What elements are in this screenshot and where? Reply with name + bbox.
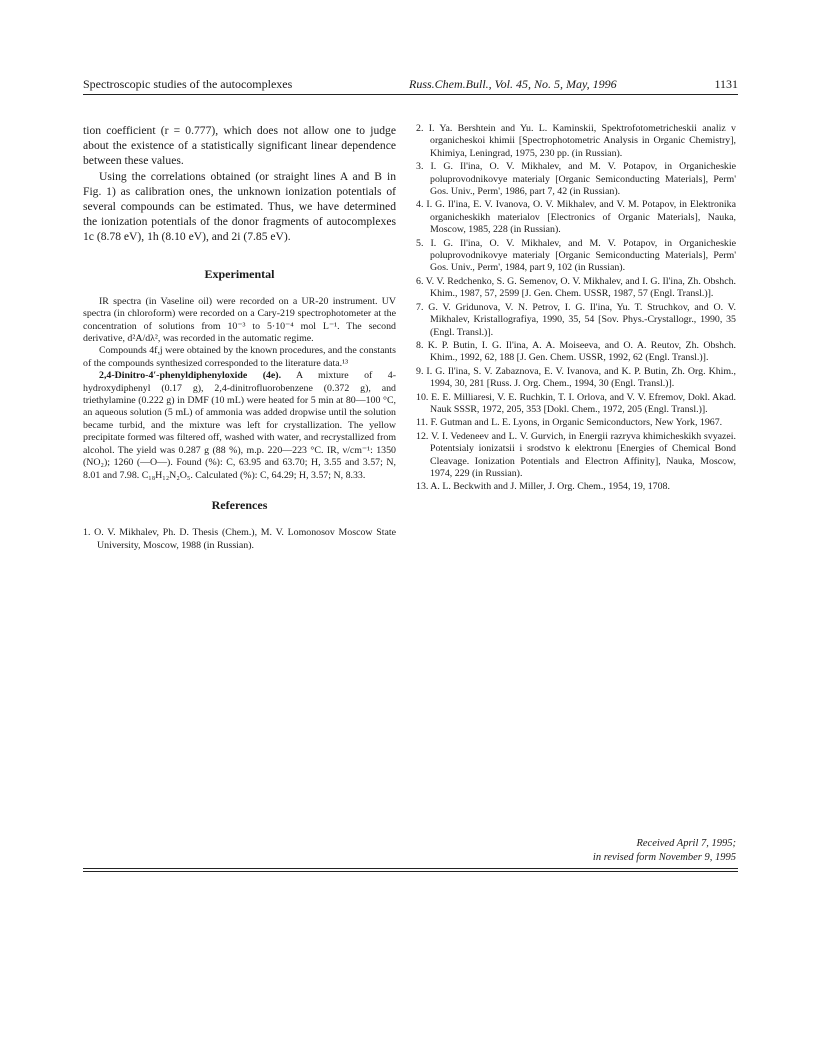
experimental-paragraph-1: IR spectra (in Vaseline oil) were recorded on a UR-20 instrument. UV spectra (in chloroform) were recorded on a Cary-219 spectrophotometer at the concentration of solutions from 10⁻³ to 5·10⁻⁴ mol L⁻¹. The second derivative, d²A/dλ², was recorded in the automatic regime. [83,295,396,345]
reference-item: 3. I. G. Il'ina, O. V. Mikhalev, and M. V. Potapov, in Organicheskie poluprovodnikovye materialy [Organic Semiconducting Materials], Perm' Gos. Univ., Perm', 1986, part 7, 42 (in Russian). [416,161,736,198]
reference-item: 13. A. L. Beckwith and J. Miller, J. Org. Chem., 1954, 19, 1708. [416,481,670,493]
page-number: 1131 [714,77,738,91]
running-head-title: Spectroscopic studies of the autocomplexes [83,77,293,91]
reference-item: 1. O. V. Mikhalev, Ph. D. Thesis (Chem.), M. V. Lomonosov Moscow State University, Moscow, 1988 (in Russian). [83,527,396,551]
reference-item: 10. E. E. Milliaresi, V. E. Ruchkin, T. I. Orlova, and V. V. Efremov, Dokl. Akad. Nauk SSSR, 1972, 205, 353 [Dokl. Chem., 1972, 205 (Engl. Transl.)]. [416,391,736,415]
reference-item: 4. I. G. Il'ina, E. V. Ivanova, O. V. Mikhalev, and V. M. Potapov, in Elektronika organicheskikh materialov [Electronics of Organic Materials], Nauka, Moscow, 1985, 228 (in Russian). [416,199,736,236]
left-column [83,123,396,552]
compound-title: 2,4-Dinitro-4′-phenyldiphenyloxide (4e). [99,370,282,382]
reference-item: 7. G. V. Gridunova, V. N. Petrov, I. G. Il'ina, Yu. T. Struchkov, and O. V. Mikhalev, Kristallografiya, 1990, 35, 54 [Sov. Phys.-Crystallogr., 1990, 35 (Engl. Transl.)]. [416,301,736,338]
body-paragraph-2: Using the correlations obtained (or straight lines A and B in Fig. 1) as calibration ones, the unknown ionization potentials of several compounds can be estimated. Thus, we have determined the ionization potentials of the donor fragments of autocomplexes 1c (8.78 eV), 1h (8.10 eV), and 2i (7.85 eV). [83,169,396,244]
reference-item: 5. I. G. Il'ina, O. V. Mikhalev, and M. V. Potapov, in Organicheskie poluprovodnikovye materialy [Organic Semiconducting Materials], Perm' Gos. Univ., Perm', 1984, part 9, 102 (in Russian). [416,237,736,274]
references-heading: References [211,497,268,512]
body-paragraph-1: tion coefficient (r = 0.777), which does not allow one to judge about the existence of a statistically significant linear dependence between these values. [83,124,396,168]
running-head-citation: Russ.Chem.Bull., Vol. 45, No. 5, May, 1996 [409,77,617,91]
experimental-heading: Experimental [204,266,275,281]
reference-item: 11. F. Gutman and L. E. Lyons, in Organic Semiconductors, New York, 1967. [416,417,723,429]
revised-date: in revised form November 9, 1995 [592,852,736,863]
reference-item: 2. I. Ya. Bershtein and Yu. L. Kaminskii, Spektrofotometricheskii analiz v organicheskoi khimii [Spectrophotometric Analysis in Organic Chemistry], Khimiya, Leningrad, 1975, 230 pp. (in Russian). [416,123,736,159]
reference-item: 12. V. I. Vedeneev and L. V. Gurvich, in Energii razryva khimicheskikh svyazei. Potentsialy ionizatsii i srodstvo k elektronu [Energies of Chemical Bond Cleavage. Ionization Potentials and Electron Affinity], Nauka, Moscow, 1974, 229 (in Russian). [416,430,736,479]
footer-rule-double [83,871,738,872]
reference-item: 8. K. P. Butin, I. G. Il'ina, A. A. Moiseeva, and O. A. Reutov, Zh. Obshch. Khim., 1992, 62, 188 [J. Gen. Chem. USSR, 1992, 62 (Engl. Transl.)]. [416,339,736,364]
footer-rule [83,868,738,869]
reference-item: 9. I. G. Il'ina, S. V. Zabaznova, E. V. Ivanova, and K. P. Butin, Zh. Org. Khim., 1994, 30, 281 [Russ. J. Org. Chem., 1994, 30 (Engl. Transl.)]. [416,365,736,390]
reference-item: 6. V. V. Redchenko, S. G. Semenov, O. V. Mikhalev, and I. G. Il'ina, Zh. Obshch. Khim., 1987, 57, 2599 [J. Gen. Chem. USSR, 1987, 57 (Engl. Transl.)]. [416,275,736,300]
experimental-paragraph-3 [83,370,396,482]
compound-procedure: A mixture of 4-hydroxydiphenyl (0.17 g), 2,4-dinitrofluorobenzene (0.372 g), and triethylamine (0.222 g) in DMF (10 mL) were heated for 5 min at 80—100 °C, an aqueous solution (5 mL) of ammonia was added dropwise until the solution became turbid, and the mixture was left for crystallization. The yellow precipitate formed was filtered off, washed with water, and recrystallized from alcohol. The yield was 0.287 g (88 %), m.p. 220—223 °C. IR, ν/cm⁻¹: 1350 (NO₂); 1260 (—O—). Found (%): C, 63.95 and 63.70; H, 3.55 and 3.57; N, 8.01 and 7.98. C₁₈H₁₂N₂O₅. Calculated (%): C, 64.29; H, 3.57; N, 8.33. [83,370,396,481]
running-head [83,76,738,92]
right-column [416,123,736,495]
received-dates [593,837,736,865]
header-rule [83,94,738,95]
experimental-paragraph-2: Compounds 4f,j were obtained by the known procedures, and the constants of the compounds synthesized corresponded to the literature data.¹³ [83,345,396,369]
received-date: Received April 7, 1995; [636,838,736,849]
